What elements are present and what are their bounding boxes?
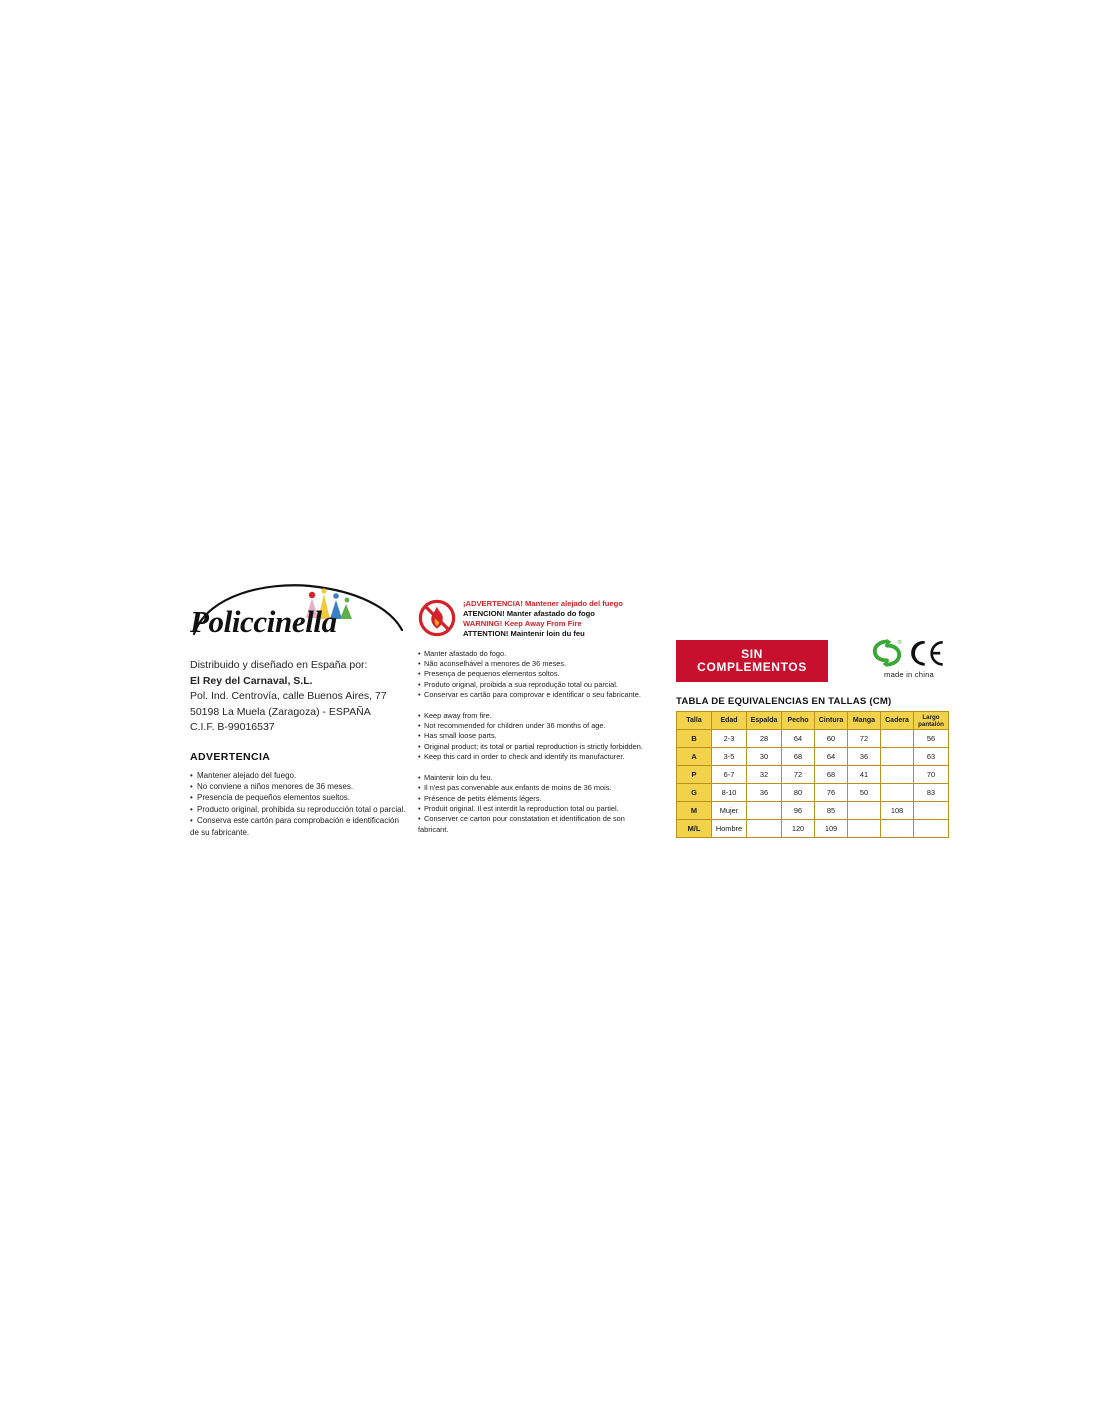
distributor-panel (190, 580, 430, 838)
cell-edad: 2-3 (712, 730, 747, 748)
list-item: • Keep away from fire. (418, 711, 648, 721)
cell-talla: P (677, 766, 712, 784)
cell-largo (914, 802, 949, 820)
list-item: • Conserva este cartón para comprobación e identificación (190, 815, 430, 826)
cell-pecho: 120 (782, 820, 815, 838)
table-row (677, 748, 949, 766)
cell-cintura: 64 (815, 748, 848, 766)
col-header-largo-pantalon (914, 712, 949, 730)
list-item: • Producto original, prohibida su reproducción total o parcial. (190, 804, 430, 815)
cell-pecho: 64 (782, 730, 815, 748)
cell-talla: A (677, 748, 712, 766)
fire-warning-es: ¡ADVERTENCIA! Mantener alejado del fuego (463, 599, 623, 608)
cell-pecho: 96 (782, 802, 815, 820)
table-row (677, 766, 949, 784)
cell-cintura: 68 (815, 766, 848, 784)
col-header-cadera: Cadera (881, 712, 914, 730)
size-equivalence-table (676, 711, 949, 838)
cell-edad: Mujer (712, 802, 747, 820)
table-row (677, 730, 949, 748)
cell-pecho: 72 (782, 766, 815, 784)
fire-warning-en: WARNING! Keep Away From Fire (463, 618, 582, 628)
cell-cadera (881, 820, 914, 838)
cell-espalda (747, 820, 782, 838)
brand-wordmark: Policcinella (190, 604, 337, 639)
col-header-pecho: Pecho (782, 712, 815, 730)
list-item: • Não aconselhável a menores de 36 meses. (418, 659, 648, 669)
cell-cadera (881, 748, 914, 766)
cell-largo: 83 (914, 784, 949, 802)
cell-cadera (881, 784, 914, 802)
list-item: • Presencia de pequeños elementos sueltos. (190, 792, 430, 803)
cell-espalda (747, 802, 782, 820)
no-fire-icon (418, 599, 456, 637)
warning-list-fr (418, 773, 648, 835)
col-header-cintura: Cintura (815, 712, 848, 730)
distributor-address-line2: 50198 La Muela (Zaragoza) - ESPAÑA (190, 705, 371, 718)
cell-talla: M (677, 802, 712, 820)
green-dot-recycling-icon (872, 638, 902, 668)
cell-edad: 8-10 (712, 784, 747, 802)
list-item: • Keep this card in order to check and identify its manufacturer. (418, 752, 648, 762)
cell-manga (848, 820, 881, 838)
brand-logo (190, 580, 405, 652)
ce-mark-icon (910, 639, 946, 667)
cell-largo: 63 (914, 748, 949, 766)
distributor-address-line1: Pol. Ind. Centrovía, calle Buenos Aires, 77 (190, 690, 387, 702)
cell-manga: 41 (848, 766, 881, 784)
list-item: • Has small loose parts. (418, 731, 648, 741)
cell-talla: B (677, 730, 712, 748)
fire-warning-pt: ATENCION! Manter afastado do fogo (463, 608, 595, 618)
cell-cintura: 76 (815, 784, 848, 802)
list-item: • Manter afastado do fogo. (418, 649, 648, 659)
list-item: • Original product; its total or partial reproduction is strictly forbidden. (418, 742, 648, 752)
table-row (677, 802, 949, 820)
svg-text:®: ® (897, 640, 902, 647)
cell-largo: 56 (914, 730, 949, 748)
cell-manga: 36 (848, 748, 881, 766)
list-item: • Not recommended for children under 36 months of age. (418, 721, 648, 731)
fire-warning-fr: ATTENTION! Maintenir loin du feu (463, 628, 585, 638)
warning-heading: ADVERTENCIA (190, 750, 271, 763)
warning-list-es (190, 770, 430, 838)
size-panel (676, 640, 946, 838)
cell-espalda: 30 (747, 748, 782, 766)
cell-cadera: 108 (881, 802, 914, 820)
list-item: • Produit original. Il est interdit la reproduction total ou partiel. (418, 804, 648, 814)
cell-espalda: 32 (747, 766, 782, 784)
distributor-company: El Rey del Carnaval, S.L. (190, 674, 313, 687)
table-header-row (677, 712, 949, 730)
size-table-title: TABLA DE EQUIVALENCIAS EN TALLAS (CM) (676, 696, 892, 707)
col-header-manga: Manga (848, 712, 881, 730)
warning-list-pt (418, 649, 648, 701)
multilingual-warning-panel (418, 598, 648, 835)
fire-warning-text (463, 598, 623, 639)
cell-cintura: 85 (815, 802, 848, 820)
cell-cadera (881, 766, 914, 784)
compliance-marks (872, 638, 946, 679)
table-header (677, 712, 949, 730)
fire-warning-row (418, 598, 648, 639)
marks-row (872, 638, 946, 668)
list-item: • Présence de petits éléments légers. (418, 794, 648, 804)
list-item: fabricant. (418, 824, 449, 834)
cell-edad: 6-7 (712, 766, 747, 784)
cell-largo: 70 (914, 766, 949, 784)
list-item: de su fabricante. (190, 827, 250, 837)
warning-list-en (418, 711, 648, 763)
cell-cadera (881, 730, 914, 748)
list-item: • Produto original, proibida a sua reprodução total ou parcial. (418, 680, 648, 690)
distributor-intro: Distribuido y diseñado en España por: (190, 659, 368, 671)
cell-cintura: 60 (815, 730, 848, 748)
distributor-cif: C.I.F. B-99016537 (190, 721, 275, 733)
cell-manga: 50 (848, 784, 881, 802)
marks-and-badge-row (676, 640, 946, 682)
cell-pecho: 68 (782, 748, 815, 766)
list-item: • Conserver ce carton pour constatation et identification de son (418, 814, 648, 824)
col-header-espalda: Espalda (747, 712, 782, 730)
distributor-address (190, 658, 430, 736)
spacer (418, 639, 648, 649)
list-item: • Mantener alejado del fuego. (190, 770, 430, 781)
cell-edad: 3-5 (712, 748, 747, 766)
list-item: • No conviene a niños menores de 36 meses. (190, 781, 430, 792)
table-row (677, 784, 949, 802)
list-item: • Conservar es cartão para comprovar e identificar o seu fabricante. (418, 690, 648, 700)
cell-largo (914, 820, 949, 838)
cell-edad: Hombre (712, 820, 747, 838)
made-in-china-label: made in china (884, 670, 934, 679)
cell-espalda: 36 (747, 784, 782, 802)
cell-manga: 72 (848, 730, 881, 748)
list-item: • Il n'est pas convenable aux enfants de moins de 36 mois. (418, 783, 648, 793)
col-header-edad: Edad (712, 712, 747, 730)
spacer (418, 763, 648, 773)
cell-manga (848, 802, 881, 820)
cell-talla: G (677, 784, 712, 802)
cell-cintura: 109 (815, 820, 848, 838)
col-header-talla: Talla (677, 712, 712, 730)
list-item: • Presença de pequenos elementos soltos. (418, 669, 648, 679)
table-body (677, 730, 949, 838)
cell-espalda: 28 (747, 730, 782, 748)
col-header-largo-pantalon-text: Largo pantalón (918, 713, 944, 728)
status-badge: SIN COMPLEMENTOS (676, 640, 828, 682)
cell-talla: M/L (677, 820, 712, 838)
table-row (677, 820, 949, 838)
list-item: • Maintenir loin du feu. (418, 773, 648, 783)
spacer (418, 701, 648, 711)
cell-pecho: 80 (782, 784, 815, 802)
